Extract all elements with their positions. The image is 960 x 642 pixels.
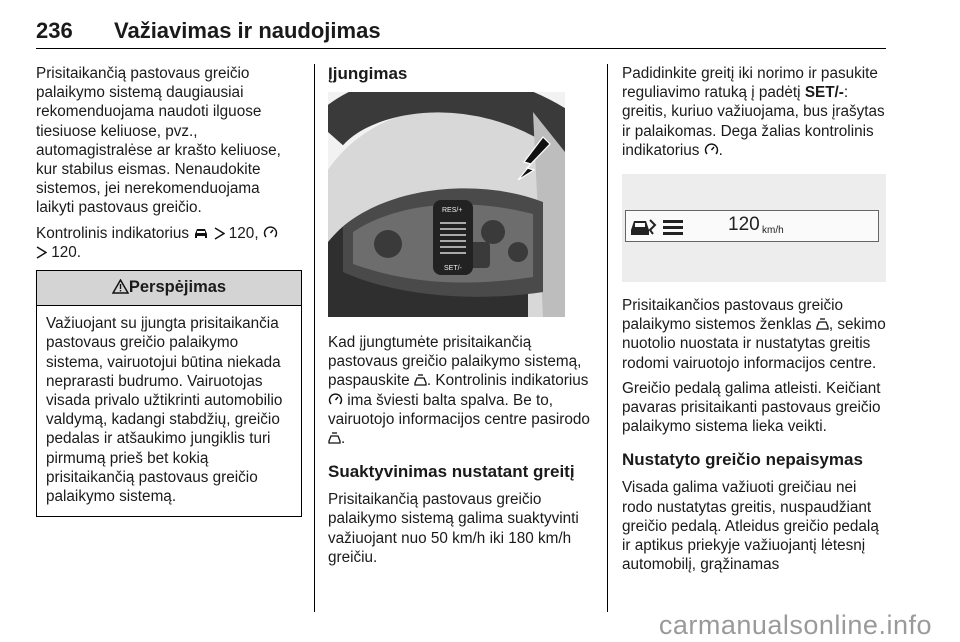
page-ref-arrow-icon xyxy=(214,227,225,240)
section-heading-override: Nustatyto greičio nepaisymas xyxy=(622,450,863,470)
car-indicator-icon xyxy=(193,226,209,240)
warning-box xyxy=(36,270,302,517)
display-speed: 120 xyxy=(728,214,760,236)
warning-body xyxy=(37,306,301,516)
adaptive-cruise-icon xyxy=(816,318,829,331)
display-frame xyxy=(625,210,879,242)
header-rule xyxy=(36,48,886,49)
section-heading-speed: Suaktyvinimas nustatant greitį xyxy=(328,462,575,482)
set-speed-text-a: Padidinkite greitį iki norimo ir pasukite reguliavimo ratuką į padėtį xyxy=(622,65,878,102)
adaptive-cruise-display-icon xyxy=(629,214,687,238)
warning-header xyxy=(37,271,301,306)
intro-paragraph: Prisitaikančią pastovaus greičio palaikymo sistemą daugiausiai rekomenduojama naudoti ilguose tiesiuose keliuose, pvz., automagistralėse ar krašto keliuose, kur stabilus eismas. Nenaudokite sistemos, jei nerekomenduojama laikyti pastovaus greičio. xyxy=(36,65,281,217)
activation-text-c: ima šviesti balta spalva. Be to, vairuotojo informacijos centre pasirodo xyxy=(328,391,590,428)
page-number: 236 xyxy=(36,18,73,43)
adaptive-cruise-icon xyxy=(414,374,427,387)
set-speed-text-b: : greitis, kuriuo važiuojama, bus įrašytas ir palaikomas. Dega žalias kontrolinis indikatorius xyxy=(622,84,885,159)
speed-range-paragraph: Prisitaikančią pastovaus greičio palaikymo sistemą galima suaktyvinti važiuojant nuo 50 km/h iki 180 km/h greičiu. xyxy=(328,491,579,566)
section-heading-activation: Įjungimas xyxy=(328,64,408,83)
warning-text: Važiuojant su įjungta prisitaikančia pastovaus greičio palaikymo sistema, vairuotojui būtina niekada neprarasti budrumo. Vairuotojas visada privalo užtikrinti automobilio valdymą, kadangi stabdžių, greičio pedalas ir atšaukimo jungiklis turi pirmumą prieš bet kokią prisitaikančią pastovaus greičio palaikymo sistemą. xyxy=(46,315,283,506)
column-divider xyxy=(314,64,315,612)
indicator-paragraph xyxy=(36,224,302,262)
activation-text-b: . Kontrolinis indikatorius xyxy=(426,372,589,390)
column-1 xyxy=(36,64,302,517)
set-label-bold: SET/- xyxy=(804,84,844,102)
res-label: RES/+ xyxy=(442,207,463,214)
cruise-control-icon xyxy=(263,226,278,240)
cruise-control-icon xyxy=(704,143,719,157)
steering-wheel-figure xyxy=(328,92,565,317)
display-unit: km/h xyxy=(762,225,784,237)
display-text-a: Prisitaikančios pastovaus greičio palaikymo sistemos ženklas xyxy=(622,297,844,334)
cruise-control-icon xyxy=(328,393,343,407)
override-paragraph: Visada galima važiuoti greičiau nei rodo nustatytas greitis, nuspaudžiant greičio pedalą. Atleidus greičio pedalą ir aptikus priekyje važiuojantį lėtesnį automobilį, grąžinamas xyxy=(622,479,879,574)
activation-text-d: . xyxy=(341,430,346,448)
display-text-b: , sekimo nuotolio nuostata ir nustatytas greitis rodomi vairuotojo informacijos centre. xyxy=(622,316,886,372)
watermark-text: carmanualsonline.info xyxy=(658,610,932,640)
page-ref-1: 120, xyxy=(228,224,259,242)
page-title: Važiavimas ir naudojimas xyxy=(114,18,381,43)
activation-paragraph xyxy=(328,333,594,448)
set-label: SET/- xyxy=(444,265,462,272)
activation-text-a: Kad įjungtumėte prisitaikančią pastovaus greičio palaikymo sistemą, paspauskite xyxy=(328,334,582,390)
adaptive-cruise-icon xyxy=(328,432,341,445)
watermark xyxy=(0,610,960,641)
page-ref-2: 120. xyxy=(51,243,82,261)
steering-wheel-illustration xyxy=(328,92,565,317)
column-divider xyxy=(607,64,608,612)
warning-title: Perspėjimas xyxy=(128,278,227,297)
pedal-paragraph: Greičio pedalą galima atleisti. Keičiant pavaras prisitaikanti pastovaus greičio palaikymo sistema lieka veikti. xyxy=(622,379,881,436)
set-speed-text-c: . xyxy=(718,141,723,159)
indicator-text: Kontrolinis indikatorius xyxy=(36,224,190,242)
set-speed-paragraph xyxy=(622,64,890,160)
display-paragraph xyxy=(622,296,890,373)
driver-info-display-figure xyxy=(622,174,886,282)
page-header xyxy=(36,18,886,48)
page-ref-arrow-icon xyxy=(36,246,47,259)
column-3 xyxy=(622,64,890,580)
warning-triangle-icon xyxy=(112,279,129,294)
column-2 xyxy=(328,64,594,573)
